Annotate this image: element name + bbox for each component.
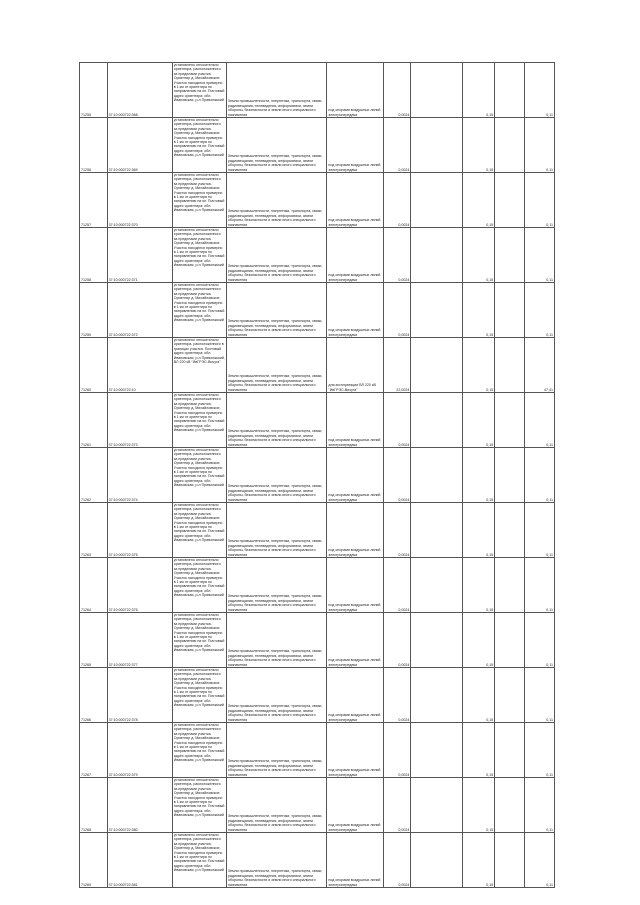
- row-number: 71256: [80, 118, 108, 173]
- empty-cell: [411, 833, 463, 888]
- empty-cell: [411, 338, 463, 393]
- area-value: 0,0024: [383, 503, 411, 558]
- empty-cell: [411, 668, 463, 723]
- empty-cell: [411, 613, 463, 668]
- cadastral-number: 37:10:000722:376: [107, 558, 172, 613]
- table-row: [80, 338, 555, 393]
- location-text: установлено относительно ориентира, расположенного за пределами участка. Ориентир д. Михайловское. Участок находится примерно в 1 км от ориентира по направлению на юг. Почтовый адрес ориентира: обл. Ивановская, р-н Приволжский: [173, 833, 225, 873]
- location-text: установлено относительно ориентира, расположенного за пределами участка. Ориентир д. Михайловское. Участок находится примерно в 1 км от ориентира по направлению на юг. Почтовый адрес ориентира: обл. Ивановская, р-н Приволжский: [173, 723, 225, 763]
- table-row: [80, 558, 555, 613]
- cadastral-number: 37:10:000722:381: [107, 833, 172, 888]
- table-row: [80, 448, 555, 503]
- empty-cell: [411, 448, 463, 503]
- table-row: [80, 723, 555, 778]
- row-number: 71263: [80, 503, 108, 558]
- cadastral-number: 37:10:000722:372: [107, 283, 172, 338]
- rate-value: 0,15: [463, 558, 495, 613]
- row-number: 71268: [80, 778, 108, 833]
- land-category: Земли промышленности, энергетики, транспорта, связи, радиовещания, телевидения, информатики, земли обороны, безопасности и земли иного специального назначения: [226, 558, 327, 613]
- area-value: 0,0024: [383, 833, 411, 888]
- location-text: установлено относительно ориентира, расположенного за пределами участка. Ориентир д. Михайловское. Участок находится примерно в 1 км от ориентира по направлению на юг. Почтовый адрес ориентира: обл. Ивановская, р-н Приволжский: [173, 778, 225, 818]
- location-text: установлено относительно ориентира, расположенного за пределами участка. Ориентир д. Михайловское. Участок находится примерно в 1 км от ориентира по направлению на юг. Почтовый адрес ориентира: обл. Ивановская, р-н Приволжский: [173, 668, 225, 708]
- cadastral-number: 37:10:000722:371: [107, 228, 172, 283]
- land-category: Земли промышленности, энергетики, транспорта, связи, радиовещания, телевидения, информатики, земли обороны, безопасности и земли иного специального назначения: [226, 393, 327, 448]
- amount-value: 0,11: [525, 558, 555, 613]
- empty-cell: [495, 338, 525, 393]
- amount-value: 0,11: [525, 668, 555, 723]
- row-number: 71257: [80, 173, 108, 228]
- cadastral-number: 37:10:000722:379: [107, 723, 172, 778]
- table-row: [80, 668, 555, 723]
- permitted-use: под опорами воздушных линий электропередачи: [327, 613, 383, 668]
- rate-value: 0,15: [463, 63, 495, 118]
- area-value: 0,0024: [383, 558, 411, 613]
- land-category: Земли промышленности, энергетики, транспорта, связи, радиовещания, телевидения, информатики, земли обороны, безопасности и земли иного специального назначения: [226, 503, 327, 558]
- location-text: установлено относительно ориентира, расположенного за пределами участка. Ориентир д. Михайловское. Участок находится примерно в 1 км от ориентира по направлению на юг. Почтовый адрес ориентира: обл. Ивановская, р-н Приволжский: [173, 63, 225, 103]
- location-description: [172, 283, 226, 338]
- amount-value: 0,11: [525, 778, 555, 833]
- amount-value: 0,11: [525, 613, 555, 668]
- land-plots-table: [79, 62, 555, 888]
- empty-cell: [411, 393, 463, 448]
- amount-value: 0,11: [525, 63, 555, 118]
- rate-value: 0,15: [463, 723, 495, 778]
- area-value: 0,0024: [383, 613, 411, 668]
- permitted-use: под опорами воздушных линий электропередачи: [327, 558, 383, 613]
- location-description: [172, 448, 226, 503]
- empty-cell: [411, 283, 463, 338]
- location-description: [172, 393, 226, 448]
- row-number: 71260: [80, 338, 108, 393]
- land-category: Земли промышленности, энергетики, транспорта, связи, радиовещания, телевидения, информатики, земли обороны, безопасности и земли иного специального назначения: [226, 283, 327, 338]
- cadastral-number: 37:10:000722:373: [107, 393, 172, 448]
- area-value: 0,0024: [383, 778, 411, 833]
- table-row: [80, 393, 555, 448]
- empty-cell: [495, 63, 525, 118]
- location-description: [172, 173, 226, 228]
- amount-value: 0,11: [525, 118, 555, 173]
- permitted-use: под опорами воздушных линий электропередачи: [327, 668, 383, 723]
- location-description: [172, 833, 226, 888]
- permitted-use: для эксплуатации ВЛ 220 кВ "ИвГРЭС-Вичуга": [327, 338, 383, 393]
- empty-cell: [411, 723, 463, 778]
- table-row: [80, 778, 555, 833]
- land-category: Земли промышленности, энергетики, транспорта, связи, радиовещания, телевидения, информатики, земли обороны, безопасности и земли иного специального назначения: [226, 668, 327, 723]
- rate-value: 0,15: [463, 338, 495, 393]
- amount-value: 0,11: [525, 503, 555, 558]
- cadastral-number: 37:10:000722:368: [107, 63, 172, 118]
- empty-cell: [495, 668, 525, 723]
- empty-cell: [411, 503, 463, 558]
- empty-cell: [495, 228, 525, 283]
- location-description: [172, 63, 226, 118]
- rate-value: 0,15: [463, 173, 495, 228]
- empty-cell: [495, 833, 525, 888]
- cadastral-number: 37:10:000722:378: [107, 668, 172, 723]
- location-text: установлено относительно ориентира, расположенного за пределами участка. Ориентир д. Михайловское. Участок находится примерно в 1 км от ориентира по направлению на юг. Почтовый адрес ориентира: обл. Ивановская, р-н Приволжский: [173, 228, 225, 268]
- cadastral-number: 37:10:000722:10: [107, 338, 172, 393]
- row-number: 71266: [80, 668, 108, 723]
- permitted-use: под опорами воздушных линий электропередачи: [327, 503, 383, 558]
- location-text: установлено относительно ориентира, расположенного за пределами участка. Ориентир д. Михайловское. Участок находится примерно в 1 км от ориентира по направлению на юг. Почтовый адрес ориентира: обл. Ивановская, р-н Приволжский: [173, 448, 225, 488]
- rate-value: 0,15: [463, 228, 495, 283]
- cadastral-number: 37:10:000722:380: [107, 778, 172, 833]
- rate-value: 0,15: [463, 833, 495, 888]
- permitted-use: под опорами воздушных линий электропередачи: [327, 723, 383, 778]
- area-value: 0,0024: [383, 118, 411, 173]
- empty-cell: [495, 558, 525, 613]
- land-category: Земли промышленности, энергетики, транспорта, связи, радиовещания, телевидения, информатики, земли обороны, безопасности и земли иного специального назначения: [226, 228, 327, 283]
- land-category: Земли промышленности, энергетики, транспорта, связи, радиовещания, телевидения, информатики, земли обороны, безопасности и земли иного специального назначения: [226, 613, 327, 668]
- location-text: установлено относительно ориентира, расположенного за пределами участка. Ориентир д. Михайловское. Участок находится примерно в 1 км от ориентира по направлению на юг. Почтовый адрес ориентира: обл. Ивановская, р-н Приволжский: [173, 283, 225, 323]
- empty-cell: [495, 613, 525, 668]
- permitted-use: под опорами воздушных линий электропередачи: [327, 118, 383, 173]
- area-value: 0,0024: [383, 723, 411, 778]
- empty-cell: [411, 173, 463, 228]
- permitted-use: под опорами воздушных линий электропередачи: [327, 173, 383, 228]
- row-number: 71264: [80, 558, 108, 613]
- empty-cell: [495, 503, 525, 558]
- area-value: 0,0024: [383, 393, 411, 448]
- row-number: 71261: [80, 393, 108, 448]
- empty-cell: [495, 173, 525, 228]
- permitted-use: под опорами воздушных линий электропередачи: [327, 283, 383, 338]
- location-description: [172, 778, 226, 833]
- area-value: 0,0024: [383, 283, 411, 338]
- amount-value: 0,11: [525, 228, 555, 283]
- permitted-use: под опорами воздушных линий электропередачи: [327, 63, 383, 118]
- location-description: [172, 228, 226, 283]
- table-row: [80, 613, 555, 668]
- empty-cell: [495, 723, 525, 778]
- location-description: [172, 338, 226, 393]
- land-category: Земли промышленности, энергетики, транспорта, связи, радиовещания, телевидения, информатики, земли обороны, безопасности и земли иного специального назначения: [226, 63, 327, 118]
- rate-value: 0,15: [463, 393, 495, 448]
- amount-value: 0,11: [525, 173, 555, 228]
- location-text: установлено относительно ориентира, расположенного за пределами участка. Ориентир д. Михайловское. Участок находится примерно в 1 км от ориентира по направлению на юг. Почтовый адрес ориентира: обл. Ивановская, р-н Приволжский: [173, 173, 225, 213]
- rate-value: 0,15: [463, 613, 495, 668]
- row-number: 71265: [80, 613, 108, 668]
- area-value: 0,0024: [383, 63, 411, 118]
- area-value: 0,0024: [383, 448, 411, 503]
- empty-cell: [411, 778, 463, 833]
- cadastral-number: 37:10:000722:375: [107, 503, 172, 558]
- land-category: Земли промышленности, энергетики, транспорта, связи, радиовещания, телевидения, информатики, земли обороны, безопасности и земли иного специального назначения: [226, 778, 327, 833]
- permitted-use: под опорами воздушных линий электропередачи: [327, 778, 383, 833]
- location-text: установлено относительно ориентира, расположенного за пределами участка. Ориентир д. Михайловское. Участок находится примерно в 1 км от ориентира по направлению на юг. Почтовый адрес ориентира: обл. Ивановская, р-н Приволжский: [173, 613, 225, 653]
- empty-cell: [411, 228, 463, 283]
- permitted-use: под опорами воздушных линий электропередачи: [327, 833, 383, 888]
- rate-value: 0,15: [463, 668, 495, 723]
- table-row: [80, 63, 555, 118]
- area-value: 0,0024: [383, 668, 411, 723]
- empty-cell: [495, 448, 525, 503]
- amount-value: 0,11: [525, 393, 555, 448]
- table-row: [80, 173, 555, 228]
- permitted-use: под опорами воздушных линий электропередачи: [327, 448, 383, 503]
- location-text: установлено относительно ориентира, расположенного за пределами участка. Ориентир д. Михайловское. Участок находится примерно в 1 км от ориентира по направлению на юг. Почтовый адрес ориентира: обл. Ивановская, р-н Приволжский: [173, 503, 225, 543]
- row-number: 71255: [80, 63, 108, 118]
- location-description: [172, 118, 226, 173]
- land-category: Земли промышленности, энергетики, транспорта, связи, радиовещания, телевидения, информатики, земли обороны, безопасности и земли иного специального назначения: [226, 118, 327, 173]
- empty-cell: [495, 393, 525, 448]
- location-text: установлено относительно ориентира, расположенного за пределами участка. Ориентир д. Михайловское. Участок находится примерно в 1 км от ориентира по направлению на юг. Почтовый адрес ориентира: обл. Ивановская, р-н Приволжский: [173, 393, 225, 433]
- area-value: 0,0024: [383, 228, 411, 283]
- rate-value: 0,15: [463, 448, 495, 503]
- land-category: Земли промышленности, энергетики, транспорта, связи, радиовещания, телевидения, информатики, земли обороны, безопасности и земли иного специального назначения: [226, 338, 327, 393]
- land-category: Земли промышленности, энергетики, транспорта, связи, радиовещания, телевидения, информатики, земли обороны, безопасности и земли иного специального назначения: [226, 723, 327, 778]
- rate-value: 0,15: [463, 778, 495, 833]
- table-body: [80, 63, 555, 888]
- location-text: установлено относительно ориентира, расположенного за пределами участка. Ориентир д. Михайловское. Участок находится примерно в 1 км от ориентира по направлению на юг. Почтовый адрес ориентира: обл. Ивановская, р-н Приволжский: [173, 558, 225, 598]
- cadastral-number: 37:10:000722:374: [107, 448, 172, 503]
- land-category: Земли промышленности, энергетики, транспорта, связи, радиовещания, телевидения, информатики, земли обороны, безопасности и земли иного специального назначения: [226, 833, 327, 888]
- location-description: [172, 503, 226, 558]
- row-number: 71269: [80, 833, 108, 888]
- rate-value: 0,15: [463, 118, 495, 173]
- row-number: 71259: [80, 283, 108, 338]
- area-value: 22,0024: [383, 338, 411, 393]
- location-description: [172, 613, 226, 668]
- cadastral-number: 37:10:000722:377: [107, 613, 172, 668]
- empty-cell: [495, 118, 525, 173]
- table-row: [80, 833, 555, 888]
- rate-value: 0,15: [463, 503, 495, 558]
- amount-value: 0,11: [525, 833, 555, 888]
- table-row: [80, 503, 555, 558]
- table-row: [80, 118, 555, 173]
- empty-cell: [411, 118, 463, 173]
- location-description: [172, 558, 226, 613]
- permitted-use: под опорами воздушных линий электропередачи: [327, 393, 383, 448]
- location-text: установлено относительно ориентира, расположенного за пределами участка. Ориентир д. Михайловское. Участок находится примерно в 1 км от ориентира по направлению на юг. Почтовый адрес ориентира: обл. Ивановская, р-н Приволжский: [173, 118, 225, 158]
- table-row: [80, 228, 555, 283]
- empty-cell: [495, 778, 525, 833]
- table-row: [80, 283, 555, 338]
- cadastral-number: 37:10:000722:369: [107, 118, 172, 173]
- permitted-use: под опорами воздушных линий электропередачи: [327, 228, 383, 283]
- amount-value: 47,41: [525, 338, 555, 393]
- land-category: Земли промышленности, энергетики, транспорта, связи, радиовещания, телевидения, информатики, земли обороны, безопасности и земли иного специального назначения: [226, 173, 327, 228]
- empty-cell: [411, 558, 463, 613]
- amount-value: 0,11: [525, 283, 555, 338]
- row-number: 71262: [80, 448, 108, 503]
- amount-value: 0,11: [525, 723, 555, 778]
- empty-cell: [411, 63, 463, 118]
- amount-value: 0,11: [525, 448, 555, 503]
- row-number: 71267: [80, 723, 108, 778]
- empty-cell: [495, 283, 525, 338]
- area-value: 0,0024: [383, 173, 411, 228]
- row-number: 71258: [80, 228, 108, 283]
- location-text: установлено относительно ориентира, расположенного в границах участка. Почтовый адрес ориентира: обл. Ивановская, р-н Приволжский, ВЛ 220 кВ "ИвГРЭС-Вичуга": [173, 338, 225, 365]
- rate-value: 0,15: [463, 283, 495, 338]
- cadastral-number: 37:10:000722:370: [107, 173, 172, 228]
- location-description: [172, 668, 226, 723]
- location-description: [172, 723, 226, 778]
- land-category: Земли промышленности, энергетики, транспорта, связи, радиовещания, телевидения, информатики, земли обороны, безопасности и земли иного специального назначения: [226, 448, 327, 503]
